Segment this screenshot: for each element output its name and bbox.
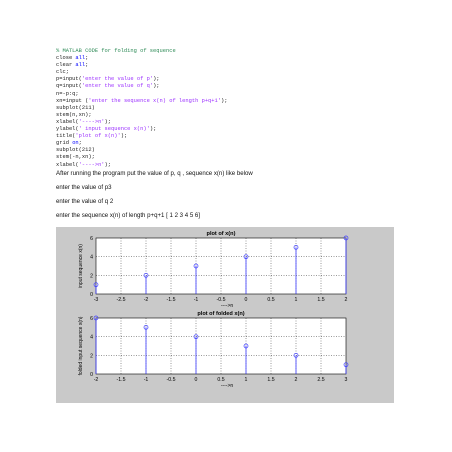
matlab-code-block	[56, 48, 227, 169]
code-token: 'enter the value of p'	[81, 76, 154, 83]
y-tick-label: 2	[90, 353, 93, 360]
code-token: );	[104, 161, 112, 168]
y-tick-label: 0	[90, 372, 93, 378]
code-token: all	[75, 55, 86, 62]
code-token: );	[153, 83, 160, 90]
x-tick-label: -0.5	[166, 377, 176, 383]
x-tick-label: -2.5	[116, 297, 126, 303]
code-token: ;	[78, 140, 82, 147]
y-tick-label: 4	[90, 334, 93, 341]
x-tick-label: 0	[194, 377, 198, 383]
code-token: );	[104, 118, 112, 125]
code-token: on	[72, 140, 79, 147]
x-axis-label: ---->n	[220, 303, 234, 309]
code-line	[56, 91, 227, 98]
q-input-line: enter the value of q 2	[56, 198, 114, 205]
matlab-figure	[56, 227, 394, 403]
code-line	[56, 147, 227, 154]
y-axis-label: folded input sequence x(n)	[78, 316, 84, 376]
code-token: '---->n'	[78, 118, 105, 125]
code-token: % MATLAB CODE for folding of sequence	[56, 48, 176, 54]
code-line	[56, 105, 227, 112]
code-line	[56, 48, 227, 55]
x-tick-label: 0.5	[267, 297, 275, 303]
x-tick-label: -2	[93, 377, 99, 383]
code-token: xn=input (	[56, 97, 89, 104]
code-token: stem(n,xn);	[56, 111, 92, 118]
code-token: 'enter the value of q'	[81, 83, 154, 90]
code-line	[56, 69, 227, 76]
chart-title: plot of x(n)	[206, 231, 236, 237]
code-token: p=input(	[56, 76, 82, 83]
code-token: clear	[56, 62, 76, 69]
code-token: );	[120, 133, 128, 140]
code-token: grid	[56, 140, 73, 147]
code-token: title(	[56, 133, 76, 140]
code-line	[56, 98, 227, 105]
code-token: ' input sequence x(n)'	[78, 126, 150, 133]
code-token: '---->n'	[78, 161, 105, 168]
code-token: );	[221, 97, 228, 104]
x-tick-label: -1	[193, 297, 199, 303]
x-tick-label: -1	[143, 377, 149, 383]
y-tick-label: 6	[90, 316, 93, 322]
code-line	[56, 112, 227, 119]
x-tick-label: 2	[344, 297, 348, 303]
code-token: q=input(	[56, 83, 82, 90]
x-tick-label: 1	[244, 377, 248, 383]
x-tick-label: -1.5	[116, 377, 126, 383]
code-token: ylabel(	[56, 126, 79, 133]
code-token: xlabel(	[56, 118, 79, 125]
code-token: 'enter the sequence x(n) of length p+q+1'	[88, 97, 221, 104]
code-token: );	[149, 126, 157, 133]
code-token: );	[153, 76, 160, 83]
code-line	[56, 119, 227, 126]
x-tick-label: 3	[344, 377, 348, 383]
code-token: clc;	[56, 69, 69, 76]
code-token: xlabel(	[56, 161, 79, 168]
y-tick-label: 0	[90, 292, 93, 298]
chart-title: plot of folded x(n)	[197, 311, 245, 317]
code-line	[56, 162, 227, 169]
code-token: close	[56, 55, 76, 62]
code-token: subplot(212)	[56, 147, 95, 154]
y-axis-label: input sequence x(n)	[78, 244, 84, 288]
y-tick-label: 2	[90, 273, 93, 280]
sequence-input-line: enter the sequence x(n) of length p+q+1 [ 1 2 3 4 5 6]	[56, 212, 200, 219]
code-token: n=-p:q;	[56, 90, 79, 97]
code-line	[56, 55, 227, 62]
code-token: all	[75, 62, 86, 69]
x-tick-label: 0.5	[217, 377, 225, 383]
code-line	[56, 76, 227, 83]
x-tick-label: 1	[294, 297, 298, 303]
y-tick-label: 6	[90, 236, 93, 242]
intro-text: After running the program put the value of p, q , sequence x(n) like below	[56, 170, 253, 177]
code-line	[56, 126, 227, 133]
x-tick-label: -2	[143, 297, 149, 303]
x-tick-label: -0.5	[216, 297, 226, 303]
figure-canvas	[56, 227, 394, 403]
p-input-line: enter the value of p3	[56, 184, 112, 191]
code-line	[56, 62, 227, 69]
x-tick-label: 2	[294, 377, 298, 383]
code-line	[56, 83, 227, 90]
code-line	[56, 154, 227, 161]
code-token: stem(-n,xn);	[56, 154, 95, 161]
x-tick-label: -3	[93, 297, 99, 303]
x-tick-label: -1.5	[166, 297, 176, 303]
x-tick-label: 1.5	[317, 297, 325, 303]
code-token: ;	[85, 55, 89, 62]
code-token: subplot(211)	[56, 104, 95, 111]
code-line	[56, 140, 227, 147]
code-token: ;	[85, 62, 89, 69]
y-tick-label: 4	[90, 254, 93, 261]
code-token: 'plot of x(n)'	[75, 133, 121, 140]
code-line	[56, 133, 227, 140]
x-tick-label: 2.5	[317, 377, 325, 383]
x-tick-label: 0	[244, 297, 248, 303]
x-tick-label: 1.5	[267, 377, 275, 383]
x-axis-label: ---->n	[220, 383, 234, 389]
